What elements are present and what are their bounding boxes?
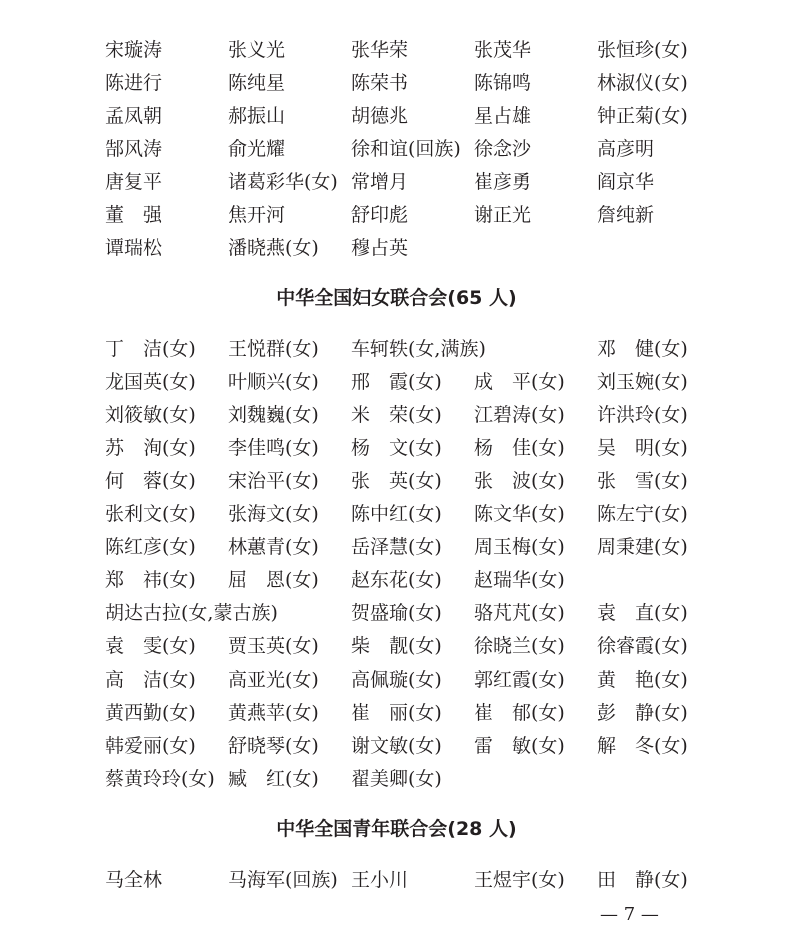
name-entry: 陈荣书 <box>351 72 409 94</box>
name-entry: 徐晓兰(女) <box>474 635 565 657</box>
name-entry: 周玉梅(女) <box>474 536 565 558</box>
name-row <box>0 134 793 164</box>
section-heading: 中华全国妇女联合会(65 人) <box>276 287 517 309</box>
name-entry: 焦开河 <box>228 204 286 226</box>
name-entry: 徐念沙 <box>474 138 532 160</box>
name-entry: 崔彦勇 <box>474 171 532 193</box>
name-entry: 张 雪(女) <box>597 470 688 492</box>
name-entry: 王小川 <box>351 869 409 891</box>
name-entry: 潘晓燕(女) <box>228 237 319 259</box>
name-entry: 刘魏巍(女) <box>228 404 319 426</box>
name-entry: 刘玉婉(女) <box>597 371 688 393</box>
name-entry: 星占雄 <box>474 105 532 127</box>
name-entry: 何 蓉(女) <box>105 470 196 492</box>
name-entry: 舒晓琴(女) <box>228 735 319 757</box>
name-entry: 蔡黄玲玲(女) <box>105 768 215 790</box>
name-entry: 孟凤朝 <box>105 105 163 127</box>
name-entry: 龙国英(女) <box>105 371 196 393</box>
name-entry: 徐和谊(回族) <box>351 138 461 160</box>
page-number: — 7 — <box>600 904 659 925</box>
name-entry: 米 荣(女) <box>351 404 442 426</box>
name-entry: 邓 健(女) <box>597 338 688 360</box>
name-row <box>0 565 793 595</box>
name-entry: 王煜宇(女) <box>474 869 565 891</box>
name-row <box>0 532 793 562</box>
name-entry: 王悦群(女) <box>228 338 319 360</box>
name-entry: 谢文敏(女) <box>351 735 442 757</box>
name-entry: 高彦明 <box>597 138 655 160</box>
name-entry: 钟正菊(女) <box>597 105 688 127</box>
name-entry: 张 英(女) <box>351 470 442 492</box>
name-entry: 马海军(回族) <box>228 869 338 891</box>
name-entry: 李佳鸣(女) <box>228 437 319 459</box>
name-entry: 陈锦鸣 <box>474 72 532 94</box>
name-entry: 解 冬(女) <box>597 735 688 757</box>
name-entry: 马全林 <box>105 869 163 891</box>
name-entry: 彭 静(女) <box>597 702 688 724</box>
name-entry: 杨 佳(女) <box>474 437 565 459</box>
name-row <box>0 499 793 529</box>
name-entry: 宋治平(女) <box>228 470 319 492</box>
name-entry: 赵东花(女) <box>351 569 442 591</box>
name-row <box>0 433 793 463</box>
name-entry: 张义光 <box>228 39 286 61</box>
name-entry: 贾玉英(女) <box>228 635 319 657</box>
name-entry: 成 平(女) <box>474 371 565 393</box>
name-entry: 叶顺兴(女) <box>228 371 319 393</box>
name-entry: 谢正光 <box>474 204 532 226</box>
name-entry: 陈中红(女) <box>351 503 442 525</box>
name-entry: 杨 文(女) <box>351 437 442 459</box>
name-row <box>0 665 793 695</box>
name-entry: 张 波(女) <box>474 470 565 492</box>
name-entry: 高佩璇(女) <box>351 669 442 691</box>
name-row <box>0 466 793 496</box>
name-entry: 林淑仪(女) <box>597 72 688 94</box>
name-entry: 唐复平 <box>105 171 163 193</box>
name-entry: 诸葛彩华(女) <box>228 171 338 193</box>
name-entry: 陈红彦(女) <box>105 536 196 558</box>
name-entry: 郝振山 <box>228 105 286 127</box>
name-entry: 吴 明(女) <box>597 437 688 459</box>
name-entry: 陈文华(女) <box>474 503 565 525</box>
name-entry: 韩爱丽(女) <box>105 735 196 757</box>
name-entry: 袁 直(女) <box>597 602 688 624</box>
name-entry: 屈 恩(女) <box>228 569 319 591</box>
name-entry: 柴 靓(女) <box>351 635 442 657</box>
name-entry: 郑 祎(女) <box>105 569 196 591</box>
name-entry: 许洪玲(女) <box>597 404 688 426</box>
name-entry: 江碧涛(女) <box>474 404 565 426</box>
name-entry: 张茂华 <box>474 39 532 61</box>
name-entry: 翟美卿(女) <box>351 768 442 790</box>
name-entry: 黄西勤(女) <box>105 702 196 724</box>
name-entry: 陈纯星 <box>228 72 286 94</box>
name-entry: 俞光耀 <box>228 138 286 160</box>
name-entry: 郜风涛 <box>105 138 163 160</box>
name-entry: 张华荣 <box>351 39 409 61</box>
name-entry: 丁 洁(女) <box>105 338 196 360</box>
name-entry: 徐睿霞(女) <box>597 635 688 657</box>
name-entry: 刘筱敏(女) <box>105 404 196 426</box>
name-entry: 周秉建(女) <box>597 536 688 558</box>
name-entry: 赵瑞华(女) <box>474 569 565 591</box>
name-entry: 黄 艳(女) <box>597 669 688 691</box>
name-row <box>0 68 793 98</box>
name-entry: 陈进行 <box>105 72 163 94</box>
name-entry: 崔 丽(女) <box>351 702 442 724</box>
name-entry: 崔 郁(女) <box>474 702 565 724</box>
name-entry: 袁 雯(女) <box>105 635 196 657</box>
name-row <box>0 698 793 728</box>
name-entry: 高 洁(女) <box>105 669 196 691</box>
name-entry: 詹纯新 <box>597 204 655 226</box>
name-row <box>0 400 793 430</box>
name-entry: 车轲轶(女,满族) <box>351 338 486 360</box>
name-entry: 张利文(女) <box>105 503 196 525</box>
name-entry: 张海文(女) <box>228 503 319 525</box>
name-row <box>0 35 793 65</box>
name-row <box>0 101 793 131</box>
name-row <box>0 865 793 895</box>
name-entry: 岳泽慧(女) <box>351 536 442 558</box>
name-entry: 苏 洵(女) <box>105 437 196 459</box>
name-entry: 常增月 <box>351 171 409 193</box>
name-row <box>0 367 793 397</box>
name-row <box>0 200 793 230</box>
name-entry: 穆占英 <box>351 237 409 259</box>
name-entry: 谭瑞松 <box>105 237 163 259</box>
name-entry: 林蕙青(女) <box>228 536 319 558</box>
name-row <box>0 598 793 628</box>
name-row <box>0 334 793 364</box>
name-entry: 贺盛瑜(女) <box>351 602 442 624</box>
name-entry: 胡德兆 <box>351 105 409 127</box>
name-row <box>0 233 793 263</box>
section-heading: 中华全国青年联合会(28 人) <box>276 818 517 840</box>
name-row <box>0 764 793 794</box>
name-entry: 郭红霞(女) <box>474 669 565 691</box>
name-entry: 田 静(女) <box>597 869 688 891</box>
name-entry: 高亚光(女) <box>228 669 319 691</box>
name-entry: 舒印彪 <box>351 204 409 226</box>
name-entry: 雷 敏(女) <box>474 735 565 757</box>
name-row <box>0 731 793 761</box>
name-entry: 骆芃芃(女) <box>474 602 565 624</box>
name-entry: 邢 霞(女) <box>351 371 442 393</box>
name-row <box>0 631 793 661</box>
name-entry: 臧 红(女) <box>228 768 319 790</box>
name-entry: 胡达古拉(女,蒙古族) <box>105 602 278 624</box>
name-row <box>0 167 793 197</box>
name-entry: 阎京华 <box>597 171 655 193</box>
name-entry: 宋璇涛 <box>105 39 163 61</box>
name-entry: 张恒珍(女) <box>597 39 688 61</box>
name-entry: 黄燕苹(女) <box>228 702 319 724</box>
name-entry: 陈左宁(女) <box>597 503 688 525</box>
name-entry: 董 强 <box>105 204 163 226</box>
